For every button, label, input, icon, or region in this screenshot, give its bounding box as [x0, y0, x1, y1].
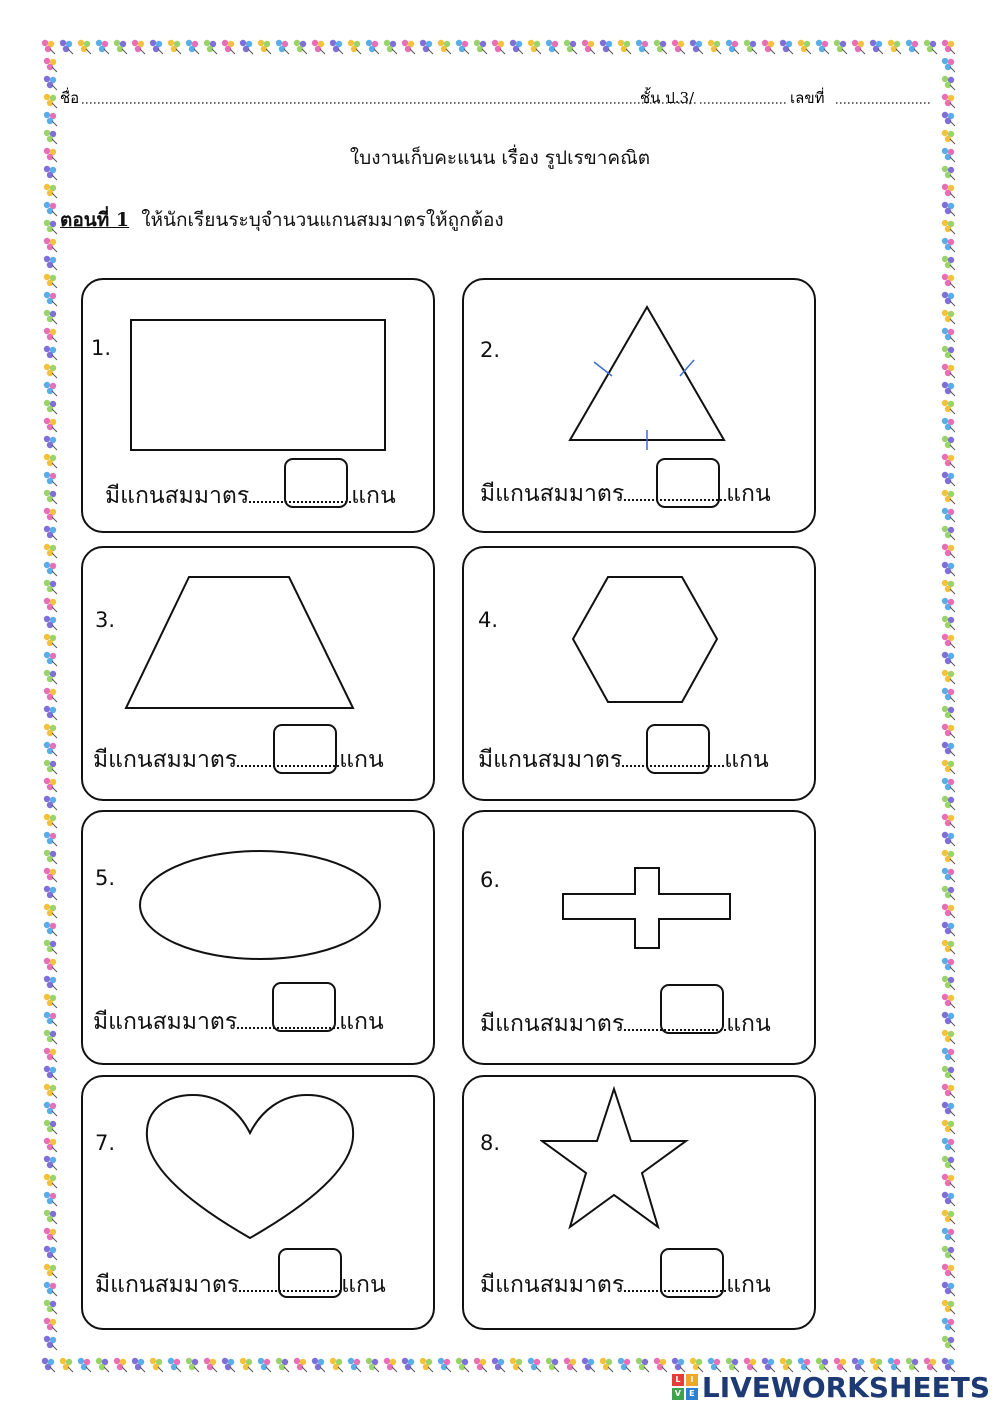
- flower-ornament-icon: [44, 292, 57, 306]
- flower-ornament-icon: [528, 40, 541, 54]
- flower-ornament-icon: [942, 256, 955, 270]
- answer-line: [93, 742, 384, 778]
- flower-ornament-icon: [942, 724, 955, 738]
- flower-ornament-icon: [44, 1066, 57, 1080]
- flower-ornament-icon: [474, 1358, 487, 1372]
- flower-ornament-icon: [312, 40, 325, 54]
- flower-ornament-icon: [44, 580, 57, 594]
- flower-ornament-icon: [44, 310, 57, 324]
- number-label: เลขที่: [790, 89, 825, 107]
- answer-line: [478, 742, 769, 778]
- flower-ornament-icon: [942, 310, 955, 324]
- flower-ornament-icon: [942, 832, 955, 846]
- flower-ornament-icon: [942, 1228, 955, 1242]
- flower-ornament-icon: [44, 58, 57, 72]
- flower-ornament-icon: [330, 40, 343, 54]
- flower-ornament-icon: [44, 706, 57, 720]
- flower-ornament-icon: [942, 1174, 955, 1188]
- flower-ornament-icon: [44, 526, 57, 540]
- flower-ornament-icon: [44, 634, 57, 648]
- flower-ornament-icon: [44, 1102, 57, 1116]
- flower-ornament-icon: [942, 1318, 955, 1332]
- answer-box-2[interactable]: [656, 458, 720, 508]
- flower-ornament-icon: [204, 40, 217, 54]
- flower-ornament-icon: [942, 1030, 955, 1044]
- flower-ornament-icon: [546, 40, 559, 54]
- flower-ornament-icon: [44, 1030, 57, 1044]
- flower-ornament-icon: [942, 1246, 955, 1260]
- flower-ornament-icon: [204, 1358, 217, 1372]
- flower-ornament-icon: [456, 40, 469, 54]
- flower-ornament-icon: [96, 40, 109, 54]
- flower-ornament-icon: [44, 742, 57, 756]
- answer-line: [480, 476, 771, 512]
- flower-ornament-icon: [44, 652, 57, 666]
- flower-ornament-icon: [654, 1358, 667, 1372]
- flower-ornament-icon: [240, 40, 253, 54]
- flower-ornament-icon: [348, 40, 361, 54]
- flower-ornament-icon: [294, 40, 307, 54]
- answer-suffix: แกน: [726, 1272, 771, 1298]
- flower-ornament-icon: [44, 1138, 57, 1152]
- question-number: 8.: [480, 1131, 501, 1155]
- flower-ornament-icon: [798, 40, 811, 54]
- flower-ornament-icon: [780, 40, 793, 54]
- flower-ornament-icon: [168, 40, 181, 54]
- flower-ornament-icon: [312, 1358, 325, 1372]
- flower-ornament-icon: [942, 94, 955, 108]
- flower-ornament-icon: [114, 40, 127, 54]
- flower-ornament-icon: [690, 40, 703, 54]
- flower-ornament-icon: [44, 382, 57, 396]
- flower-ornament-icon: [42, 40, 55, 54]
- flower-ornament-icon: [942, 652, 955, 666]
- flower-ornament-icon: [150, 1358, 163, 1372]
- flower-ornament-icon: [942, 634, 955, 648]
- part-label: ตอนที่ 1: [60, 209, 130, 231]
- cross-icon: [560, 866, 734, 952]
- flower-ornament-icon: [44, 958, 57, 972]
- flower-ornament-icon: [44, 688, 57, 702]
- number-input[interactable]: [836, 86, 932, 106]
- flower-ornament-icon: [762, 40, 775, 54]
- flower-ornament-icon: [186, 40, 199, 54]
- flower-ornament-icon: [44, 94, 57, 108]
- answer-prefix: มีแกนสมมาตร: [95, 1272, 240, 1298]
- question-card-5: [81, 810, 435, 1065]
- flower-ornament-icon: [942, 976, 955, 990]
- flower-ornament-icon: [366, 40, 379, 54]
- flower-ornament-icon: [366, 1358, 379, 1372]
- flower-ornament-icon: [870, 40, 883, 54]
- flower-ornament-icon: [672, 40, 685, 54]
- flower-ornament-icon: [510, 40, 523, 54]
- flower-ornament-icon: [44, 940, 57, 954]
- flower-ornament-icon: [654, 40, 667, 54]
- flower-ornament-icon: [78, 1358, 91, 1372]
- flower-ornament-icon: [44, 472, 57, 486]
- liveworksheets-logo-icon: L I V E: [672, 1374, 698, 1400]
- answer-line: [480, 1006, 771, 1042]
- flower-ornament-icon: [564, 1358, 577, 1372]
- flower-ornament-icon: [942, 1192, 955, 1206]
- flower-ornament-icon: [44, 562, 57, 576]
- decorative-border-top: [40, 36, 960, 58]
- flower-ornament-icon: [942, 382, 955, 396]
- flower-ornament-icon: [942, 706, 955, 720]
- flower-ornament-icon: [44, 346, 57, 360]
- flower-ornament-icon: [44, 328, 57, 342]
- flower-ornament-icon: [132, 1358, 145, 1372]
- flower-ornament-icon: [636, 40, 649, 54]
- flower-ornament-icon: [44, 274, 57, 288]
- flower-ornament-icon: [44, 994, 57, 1008]
- flower-ornament-icon: [942, 526, 955, 540]
- answer-box-6[interactable]: [660, 984, 724, 1034]
- flower-ornament-icon: [510, 1358, 523, 1372]
- answer-prefix: มีแกนสมมาตร: [480, 481, 625, 507]
- answer-box-8[interactable]: [660, 1248, 724, 1298]
- triangle-icon: [564, 304, 730, 454]
- flower-ornament-icon: [888, 40, 901, 54]
- flower-ornament-icon: [582, 40, 595, 54]
- question-card-2: [462, 278, 816, 533]
- flower-ornament-icon: [942, 760, 955, 774]
- flower-ornament-icon: [618, 1358, 631, 1372]
- flower-ornament-icon: [384, 40, 397, 54]
- flower-ornament-icon: [44, 616, 57, 630]
- flower-ornament-icon: [942, 670, 955, 684]
- flower-ornament-icon: [44, 1210, 57, 1224]
- flower-ornament-icon: [924, 40, 937, 54]
- flower-ornament-icon: [942, 490, 955, 504]
- decorative-border-right: [938, 58, 960, 1354]
- flower-ornament-icon: [44, 508, 57, 522]
- flower-ornament-icon: [456, 1358, 469, 1372]
- question-card-1: [81, 278, 435, 533]
- flower-ornament-icon: [942, 1264, 955, 1278]
- flower-ornament-icon: [60, 40, 73, 54]
- question-card-3: [81, 546, 435, 801]
- flower-ornament-icon: [44, 364, 57, 378]
- flower-ornament-icon: [564, 40, 577, 54]
- flower-ornament-icon: [942, 958, 955, 972]
- question-number: 7.: [95, 1131, 116, 1155]
- flower-ornament-icon: [44, 670, 57, 684]
- flower-ornament-icon: [942, 886, 955, 900]
- flower-ornament-icon: [348, 1358, 361, 1372]
- question-number: 5.: [95, 866, 116, 890]
- question-card-4: [462, 546, 816, 801]
- flower-ornament-icon: [528, 1358, 541, 1372]
- name-label: ชื่อ: [60, 89, 80, 107]
- flower-ornament-icon: [942, 868, 955, 882]
- answer-prefix: มีแกนสมมาตร: [480, 1011, 625, 1037]
- flower-ornament-icon: [294, 1358, 307, 1372]
- decorative-border-left: [40, 58, 62, 1354]
- flower-ornament-icon: [44, 778, 57, 792]
- flower-ornament-icon: [852, 40, 865, 54]
- answer-suffix: แกน: [339, 1009, 384, 1035]
- question-number: 6.: [480, 868, 501, 892]
- flower-ornament-icon: [942, 1282, 955, 1296]
- flower-ornament-icon: [942, 292, 955, 306]
- flower-ornament-icon: [44, 418, 57, 432]
- question-number: 2.: [480, 338, 501, 362]
- flower-ornament-icon: [600, 1358, 613, 1372]
- flower-ornament-icon: [44, 1282, 57, 1296]
- flower-ornament-icon: [942, 454, 955, 468]
- answer-prefix: มีแกนสมมาตร: [93, 747, 238, 773]
- flower-ornament-icon: [942, 1084, 955, 1098]
- flower-ornament-icon: [942, 562, 955, 576]
- flower-ornament-icon: [474, 40, 487, 54]
- flower-ornament-icon: [942, 220, 955, 234]
- class-input[interactable]: [700, 86, 788, 106]
- flower-ornament-icon: [744, 40, 757, 54]
- flower-ornament-icon: [44, 400, 57, 414]
- flower-ornament-icon: [942, 994, 955, 1008]
- answer-suffix: แกน: [724, 747, 769, 773]
- flower-ornament-icon: [240, 1358, 253, 1372]
- flower-ornament-icon: [276, 40, 289, 54]
- flower-ornament-icon: [258, 40, 271, 54]
- answer-box-5[interactable]: [272, 982, 336, 1032]
- flower-ornament-icon: [42, 1358, 55, 1372]
- flower-ornament-icon: [942, 814, 955, 828]
- question-number: 1.: [91, 336, 112, 360]
- flower-ornament-icon: [708, 40, 721, 54]
- flower-ornament-icon: [942, 1102, 955, 1116]
- flower-ornament-icon: [942, 904, 955, 918]
- flower-ornament-icon: [78, 40, 91, 54]
- flower-ornament-icon: [44, 454, 57, 468]
- flower-ornament-icon: [44, 1174, 57, 1188]
- flower-ornament-icon: [44, 1336, 57, 1350]
- flower-ornament-icon: [44, 1012, 57, 1026]
- flower-ornament-icon: [44, 850, 57, 864]
- flower-ornament-icon: [942, 238, 955, 252]
- question-card-7: [81, 1075, 435, 1330]
- flower-ornament-icon: [942, 76, 955, 90]
- flower-ornament-icon: [492, 1358, 505, 1372]
- flower-ornament-icon: [942, 364, 955, 378]
- flower-ornament-icon: [44, 1084, 57, 1098]
- student-info-line: [60, 86, 935, 110]
- star-icon: [540, 1085, 690, 1233]
- answer-suffix: แกน: [726, 481, 771, 507]
- flower-ornament-icon: [222, 40, 235, 54]
- flower-ornament-icon: [600, 40, 613, 54]
- rectangle-icon: [129, 318, 389, 452]
- flower-ornament-icon: [438, 1358, 451, 1372]
- flower-ornament-icon: [942, 40, 955, 54]
- flower-ornament-icon: [942, 1066, 955, 1080]
- answer-line: [93, 1004, 384, 1040]
- flower-ornament-icon: [942, 1120, 955, 1134]
- flower-ornament-icon: [942, 1156, 955, 1170]
- question-card-8: [462, 1075, 816, 1330]
- answer-prefix: มีแกนสมมาตร: [105, 483, 250, 509]
- answer-line: [95, 1267, 386, 1303]
- flower-ornament-icon: [942, 1300, 955, 1314]
- flower-ornament-icon: [402, 1358, 415, 1372]
- flower-ornament-icon: [942, 850, 955, 864]
- flower-ornament-icon: [60, 1358, 73, 1372]
- flower-ornament-icon: [44, 1318, 57, 1332]
- flower-ornament-icon: [492, 40, 505, 54]
- flower-ornament-icon: [636, 1358, 649, 1372]
- flower-ornament-icon: [726, 40, 739, 54]
- flower-ornament-icon: [44, 760, 57, 774]
- flower-ornament-icon: [44, 868, 57, 882]
- flower-ornament-icon: [942, 58, 955, 72]
- flower-ornament-icon: [942, 580, 955, 594]
- part-instruction: ให้นักเรียนระบุจำนวนแกนสมมาตรให้ถูกต้อง: [141, 209, 504, 231]
- answer-box-4[interactable]: [646, 724, 710, 774]
- flower-ornament-icon: [44, 1264, 57, 1278]
- worksheet-title: ใบงานเก็บคะแนน เรื่อง รูปเรขาคณิต: [349, 147, 651, 169]
- flower-ornament-icon: [942, 112, 955, 126]
- flower-ornament-icon: [618, 40, 631, 54]
- flower-ornament-icon: [942, 202, 955, 216]
- flower-ornament-icon: [942, 1210, 955, 1224]
- flower-ornament-icon: [942, 796, 955, 810]
- question-number: 3.: [95, 608, 116, 632]
- flower-ornament-icon: [44, 112, 57, 126]
- flower-ornament-icon: [44, 796, 57, 810]
- part-heading: [60, 205, 504, 235]
- liveworksheets-logo: [672, 1369, 990, 1405]
- flower-ornament-icon: [942, 1336, 955, 1350]
- flower-ornament-icon: [132, 40, 145, 54]
- flower-ornament-icon: [258, 1358, 271, 1372]
- flower-ornament-icon: [942, 400, 955, 414]
- name-input[interactable]: [84, 86, 634, 106]
- flower-ornament-icon: [44, 1156, 57, 1170]
- flower-ornament-icon: [942, 1012, 955, 1026]
- flower-ornament-icon: [942, 1048, 955, 1062]
- flower-ornament-icon: [942, 940, 955, 954]
- flower-ornament-icon: [942, 508, 955, 522]
- answer-prefix: มีแกนสมมาตร: [478, 747, 623, 773]
- flower-ornament-icon: [942, 598, 955, 612]
- flower-ornament-icon: [44, 598, 57, 612]
- flower-ornament-icon: [942, 616, 955, 630]
- trapezoid-icon: [123, 574, 357, 712]
- flower-ornament-icon: [44, 490, 57, 504]
- answer-prefix: มีแกนสมมาตร: [480, 1272, 625, 1298]
- flower-ornament-icon: [44, 256, 57, 270]
- answer-line: [480, 1267, 771, 1303]
- flower-ornament-icon: [942, 742, 955, 756]
- flower-ornament-icon: [942, 130, 955, 144]
- flower-ornament-icon: [834, 40, 847, 54]
- flower-ornament-icon: [44, 976, 57, 990]
- flower-ornament-icon: [582, 1358, 595, 1372]
- liveworksheets-text: LIVEWORKSHEETS: [701, 1370, 990, 1404]
- flower-ornament-icon: [44, 814, 57, 828]
- answer-suffix: แกน: [351, 483, 396, 509]
- flower-ornament-icon: [44, 1048, 57, 1062]
- flower-ornament-icon: [44, 130, 57, 144]
- flower-ornament-icon: [44, 1192, 57, 1206]
- flower-ornament-icon: [942, 544, 955, 558]
- flower-ornament-icon: [44, 202, 57, 216]
- question-card-6: [462, 810, 816, 1065]
- flower-ornament-icon: [44, 544, 57, 558]
- flower-ornament-icon: [222, 1358, 235, 1372]
- flower-ornament-icon: [168, 1358, 181, 1372]
- answer-suffix: แกน: [339, 747, 384, 773]
- flower-ornament-icon: [942, 688, 955, 702]
- flower-ornament-icon: [44, 238, 57, 252]
- flower-ornament-icon: [330, 1358, 343, 1372]
- flower-ornament-icon: [150, 40, 163, 54]
- flower-ornament-icon: [44, 1120, 57, 1134]
- answer-suffix: แกน: [726, 1011, 771, 1037]
- flower-ornament-icon: [942, 184, 955, 198]
- flower-ornament-icon: [546, 1358, 559, 1372]
- flower-ornament-icon: [942, 472, 955, 486]
- flower-ornament-icon: [942, 922, 955, 936]
- flower-ornament-icon: [816, 40, 829, 54]
- answer-box-1[interactable]: [284, 458, 348, 508]
- flower-ornament-icon: [44, 1246, 57, 1260]
- flower-ornament-icon: [438, 40, 451, 54]
- flower-ornament-icon: [44, 184, 57, 198]
- flower-ornament-icon: [186, 1358, 199, 1372]
- class-label: ชั้น ป.3/: [640, 89, 695, 107]
- flower-ornament-icon: [906, 40, 919, 54]
- flower-ornament-icon: [44, 436, 57, 450]
- answer-box-3[interactable]: [273, 724, 337, 774]
- flower-ornament-icon: [44, 76, 57, 90]
- question-number: 4.: [478, 608, 499, 632]
- flower-ornament-icon: [942, 346, 955, 360]
- flower-ornament-icon: [44, 1228, 57, 1242]
- flower-ornament-icon: [44, 1300, 57, 1314]
- flower-ornament-icon: [942, 1138, 955, 1152]
- flower-ornament-icon: [44, 220, 57, 234]
- hexagon-icon: [570, 574, 720, 706]
- flower-ornament-icon: [276, 1358, 289, 1372]
- answer-box-7[interactable]: [278, 1248, 342, 1298]
- flower-ornament-icon: [384, 1358, 397, 1372]
- flower-ornament-icon: [114, 1358, 127, 1372]
- heart-icon: [143, 1093, 357, 1241]
- flower-ornament-icon: [942, 274, 955, 288]
- answer-line: [105, 478, 396, 514]
- flower-ornament-icon: [942, 418, 955, 432]
- flower-ornament-icon: [44, 904, 57, 918]
- flower-ornament-icon: [402, 40, 415, 54]
- flower-ornament-icon: [942, 436, 955, 450]
- flower-ornament-icon: [420, 1358, 433, 1372]
- flower-ornament-icon: [44, 922, 57, 936]
- ellipse-icon: [137, 848, 383, 962]
- answer-suffix: แกน: [341, 1272, 386, 1298]
- flower-ornament-icon: [44, 724, 57, 738]
- flower-ornament-icon: [420, 40, 433, 54]
- flower-ornament-icon: [44, 832, 57, 846]
- flower-ornament-icon: [44, 886, 57, 900]
- flower-ornament-icon: [942, 328, 955, 342]
- flower-ornament-icon: [942, 778, 955, 792]
- answer-prefix: มีแกนสมมาตร: [93, 1009, 238, 1035]
- flower-ornament-icon: [96, 1358, 109, 1372]
